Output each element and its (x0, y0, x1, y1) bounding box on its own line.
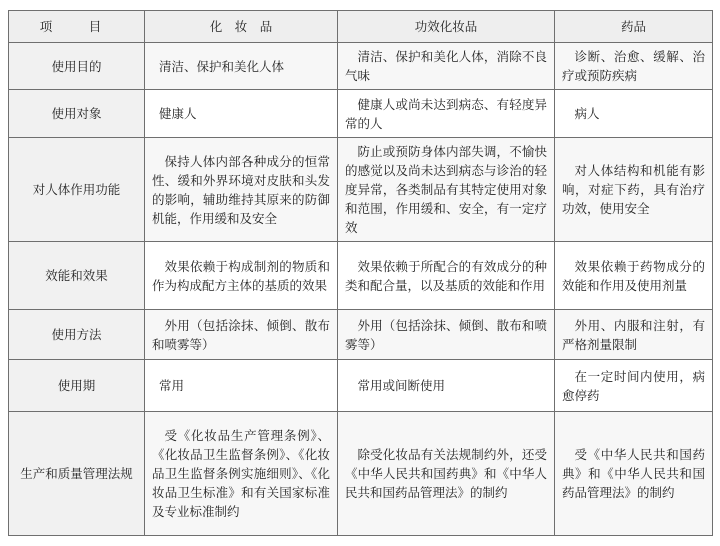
functional-cell: 清洁、保护和美化人体，消除不良气味 (338, 43, 555, 90)
row-label: 效能和效果 (9, 242, 145, 310)
row-label: 使用方法 (9, 310, 145, 360)
row-label: 使用目的 (9, 43, 145, 90)
drugs-cell: 效果依赖于药物成分的效能和作用及使用剂量 (555, 242, 713, 310)
table-row (9, 43, 713, 90)
cosmetics-cell: 受《化妆品生产管理条例》、《化妆品卫生监督条例》、《化妆品卫生监督条例实施细则》、《化妆品卫生标准》和有关国家标准及专业标准制约 (145, 412, 338, 536)
cosmetics-cell: 清洁、保护和美化人体 (145, 43, 338, 90)
functional-cell: 常用或间断使用 (338, 360, 555, 412)
header-functional-cosmetics: 功效化妆品 (338, 11, 555, 43)
functional-cell: 健康人或尚未达到病态、有轻度异常的人 (338, 90, 555, 138)
cosmetics-cell: 保持人体内部各种成分的恒常性、缓和外界环境对皮肤和头发的影响，辅助维持其原来的防御机能，作用缓和及安全 (145, 138, 338, 242)
header-item: 项 目 (9, 11, 145, 43)
table-row (9, 360, 713, 412)
functional-cell: 防止或预防身体内部失调，不愉快的感觉以及尚未达到病态与诊治的轻度异常，各类制品有其特定使用对象和范围，作用缓和、安全，有一定疗效 (338, 138, 555, 242)
drugs-cell: 对人体结构和机能有影响，对症下药，具有治疗功效，使用安全 (555, 138, 713, 242)
drugs-cell: 在一定时间内使用，病愈停药 (555, 360, 713, 412)
table-row (9, 138, 713, 242)
row-label: 使用对象 (9, 90, 145, 138)
table-header-row (9, 11, 713, 43)
drugs-cell: 诊断、治愈、缓解、治疗或预防疾病 (555, 43, 713, 90)
cosmetics-cell: 健康人 (145, 90, 338, 138)
functional-cell: 效果依赖于所配合的有效成分的种类和配合量，以及基质的效能和作用 (338, 242, 555, 310)
functional-cell: 除受化妆品有关法规制约外，还受《中华人民共和国药典》和《中华人民共和国药品管理法》的制约 (338, 412, 555, 536)
drugs-cell: 病人 (555, 90, 713, 138)
header-cosmetics: 化 妆 品 (145, 11, 338, 43)
cosmetics-cell: 效果依赖于构成制剂的物质和作为构成配方主体的基质的效果 (145, 242, 338, 310)
cosmetics-cell: 常用 (145, 360, 338, 412)
drugs-cell: 受《中华人民共和国药典》和《中华人民共和国药品管理法》的制约 (555, 412, 713, 536)
table-row (9, 242, 713, 310)
drugs-cell: 外用、内服和注射，有严格剂量限制 (555, 310, 713, 360)
cosmetics-cell: 外用（包括涂抹、倾倒、散布和喷雾等） (145, 310, 338, 360)
row-label: 使用期 (9, 360, 145, 412)
header-drugs: 药品 (555, 11, 713, 43)
row-label: 对人体作用功能 (9, 138, 145, 242)
row-label: 生产和质量管理法规 (9, 412, 145, 536)
functional-cell: 外用（包括涂抹、倾倒、散布和喷雾等） (338, 310, 555, 360)
table-row (9, 412, 713, 536)
table-row (9, 310, 713, 360)
table-row (9, 90, 713, 138)
comparison-table (8, 10, 713, 536)
